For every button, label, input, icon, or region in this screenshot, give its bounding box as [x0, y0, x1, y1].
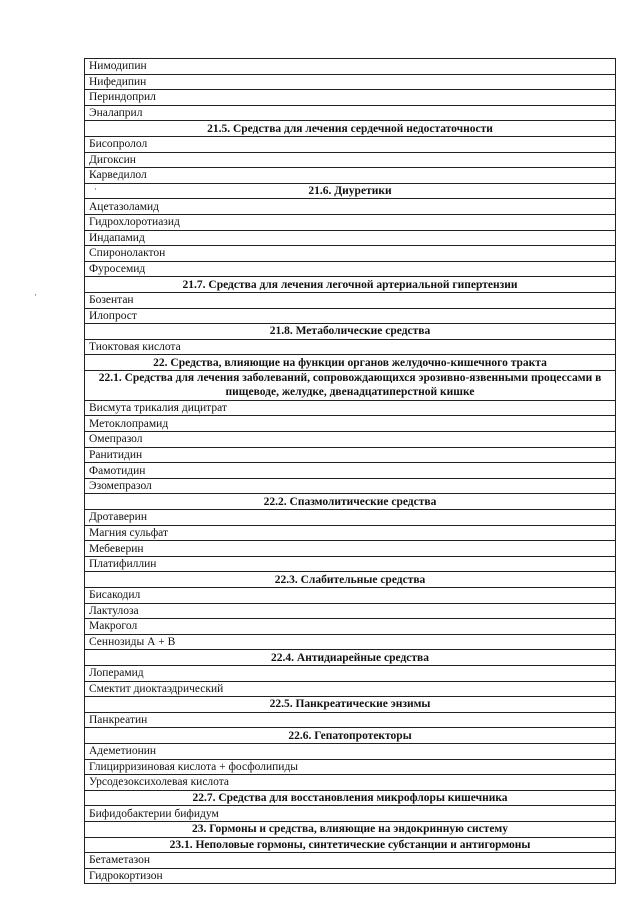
drug-name: Эналаприл	[85, 105, 616, 121]
section-heading: 23.1. Неполовые гормоны, синтетические субстанции и антигормоны	[85, 837, 616, 853]
drug-name: Магния сульфат	[85, 525, 616, 541]
drug-name: Смектит диоктаэдрический	[85, 681, 616, 697]
drug-row	[85, 525, 616, 541]
section-heading-row	[85, 355, 616, 371]
drug-name: Бетаметазон	[85, 853, 616, 869]
section-heading-row	[85, 121, 616, 137]
drug-name: Бифидобактерии бифидум	[85, 806, 616, 822]
drug-name: Индапамид	[85, 230, 616, 246]
drug-name: Платифиллин	[85, 556, 616, 572]
drug-name: Илопрост	[85, 308, 616, 324]
drug-row	[85, 868, 616, 884]
drug-name: Лоперамид	[85, 665, 616, 681]
drug-row	[85, 339, 616, 355]
drug-row	[85, 603, 616, 619]
drug-row	[85, 152, 616, 168]
drug-row	[85, 59, 616, 75]
drug-row	[85, 400, 616, 416]
drug-name: Тиоктовая кислота	[85, 339, 616, 355]
drug-name: Дигоксин	[85, 152, 616, 168]
section-heading-row	[85, 821, 616, 837]
section-heading-row	[85, 324, 616, 340]
drug-row	[85, 308, 616, 324]
section-heading-row	[85, 370, 616, 400]
scan-dot: ·	[94, 184, 97, 194]
drug-row	[85, 743, 616, 759]
section-heading: 22.6. Гепатопротекторы	[85, 728, 616, 744]
drug-row	[85, 541, 616, 557]
drug-row	[85, 447, 616, 463]
drug-name: Бисопролол	[85, 136, 616, 152]
drug-row	[85, 246, 616, 262]
drug-name: Карведилол	[85, 168, 616, 184]
drug-name: Фамотидин	[85, 463, 616, 479]
drug-row	[85, 556, 616, 572]
drug-row	[85, 665, 616, 681]
drug-row	[85, 432, 616, 448]
drug-name: Бозентан	[85, 292, 616, 308]
drug-name: Панкреатин	[85, 712, 616, 728]
drug-name: Ранитидин	[85, 447, 616, 463]
drug-row	[85, 136, 616, 152]
drug-name: Нимодипин	[85, 59, 616, 75]
section-heading-row	[85, 790, 616, 806]
drug-row	[85, 261, 616, 277]
section-heading: 22.4. Антидиарейные средства	[85, 650, 616, 666]
drug-name: Фуросемид	[85, 261, 616, 277]
drug-row	[85, 806, 616, 822]
drug-row	[85, 588, 616, 604]
section-heading-row	[85, 494, 616, 510]
drug-name: Гидрокортизон	[85, 868, 616, 884]
section-heading: 22. Средства, влияющие на функции органов желудочно-кишечного тракта	[85, 355, 616, 371]
drug-row	[85, 292, 616, 308]
drug-row	[85, 214, 616, 230]
drug-name: Эзомепразол	[85, 478, 616, 494]
drug-row	[85, 90, 616, 106]
drug-name: Урсодезоксихолевая кислота	[85, 775, 616, 791]
section-heading-row	[85, 697, 616, 713]
drug-row	[85, 105, 616, 121]
section-heading-row	[85, 837, 616, 853]
drug-row	[85, 510, 616, 526]
section-heading: 23. Гормоны и средства, влияющие на эндокринную систему	[85, 821, 616, 837]
section-heading-row	[85, 183, 616, 199]
section-heading: 22.2. Спазмолитические средства	[85, 494, 616, 510]
drug-name: Сеннозиды А + В	[85, 634, 616, 650]
drug-row	[85, 168, 616, 184]
drug-name: Спиронолактон	[85, 246, 616, 262]
section-heading: 21.8. Метаболические средства	[85, 324, 616, 340]
drug-row	[85, 619, 616, 635]
section-heading: 21.7. Средства для лечения легочной артериальной гипертензии	[85, 277, 616, 293]
drug-row	[85, 634, 616, 650]
drug-name: Периндоприл	[85, 90, 616, 106]
drug-name: Адеметионин	[85, 743, 616, 759]
drug-name: Макрогол	[85, 619, 616, 635]
drug-name: Мебеверин	[85, 541, 616, 557]
section-heading-row	[85, 728, 616, 744]
section-heading-row	[85, 650, 616, 666]
drug-list-body	[85, 59, 616, 884]
drug-name: Метоклопрамид	[85, 416, 616, 432]
section-heading: 21.6. Диуретики	[85, 183, 616, 199]
section-heading-row	[85, 277, 616, 293]
drug-row	[85, 759, 616, 775]
drug-row	[85, 199, 616, 215]
drug-row	[85, 681, 616, 697]
section-heading: 21.5. Средства для лечения сердечной недостаточности	[85, 121, 616, 137]
drug-name: Ацетазоламид	[85, 199, 616, 215]
drug-name: Висмута трикалия дицитрат	[85, 400, 616, 416]
scan-dot: ·	[34, 290, 37, 300]
drug-row	[85, 478, 616, 494]
section-heading: 22.5. Панкреатические энзимы	[85, 697, 616, 713]
drug-name: Омепразол	[85, 432, 616, 448]
drug-row	[85, 230, 616, 246]
section-heading-row	[85, 572, 616, 588]
drug-name: Гидрохлоротиазид	[85, 214, 616, 230]
drug-name: Глицирризиновая кислота + фосфолипиды	[85, 759, 616, 775]
section-heading: 22.3. Слабительные средства	[85, 572, 616, 588]
drug-row	[85, 416, 616, 432]
section-heading: 22.7. Средства для восстановления микрофлоры кишечника	[85, 790, 616, 806]
drug-name: Лактулоза	[85, 603, 616, 619]
drug-list-table	[84, 58, 616, 884]
section-heading: 22.1. Средства для лечения заболеваний, сопровождающихся эрозивно-язвенными процессами в пищеводе, желудке, двенадцатиперстной кишке	[85, 370, 616, 400]
drug-row	[85, 853, 616, 869]
drug-row	[85, 712, 616, 728]
drug-name: Нифедипин	[85, 74, 616, 90]
drug-row	[85, 463, 616, 479]
drug-row	[85, 775, 616, 791]
drug-name: Бисакодил	[85, 588, 616, 604]
drug-row	[85, 74, 616, 90]
drug-name: Дротаверин	[85, 510, 616, 526]
